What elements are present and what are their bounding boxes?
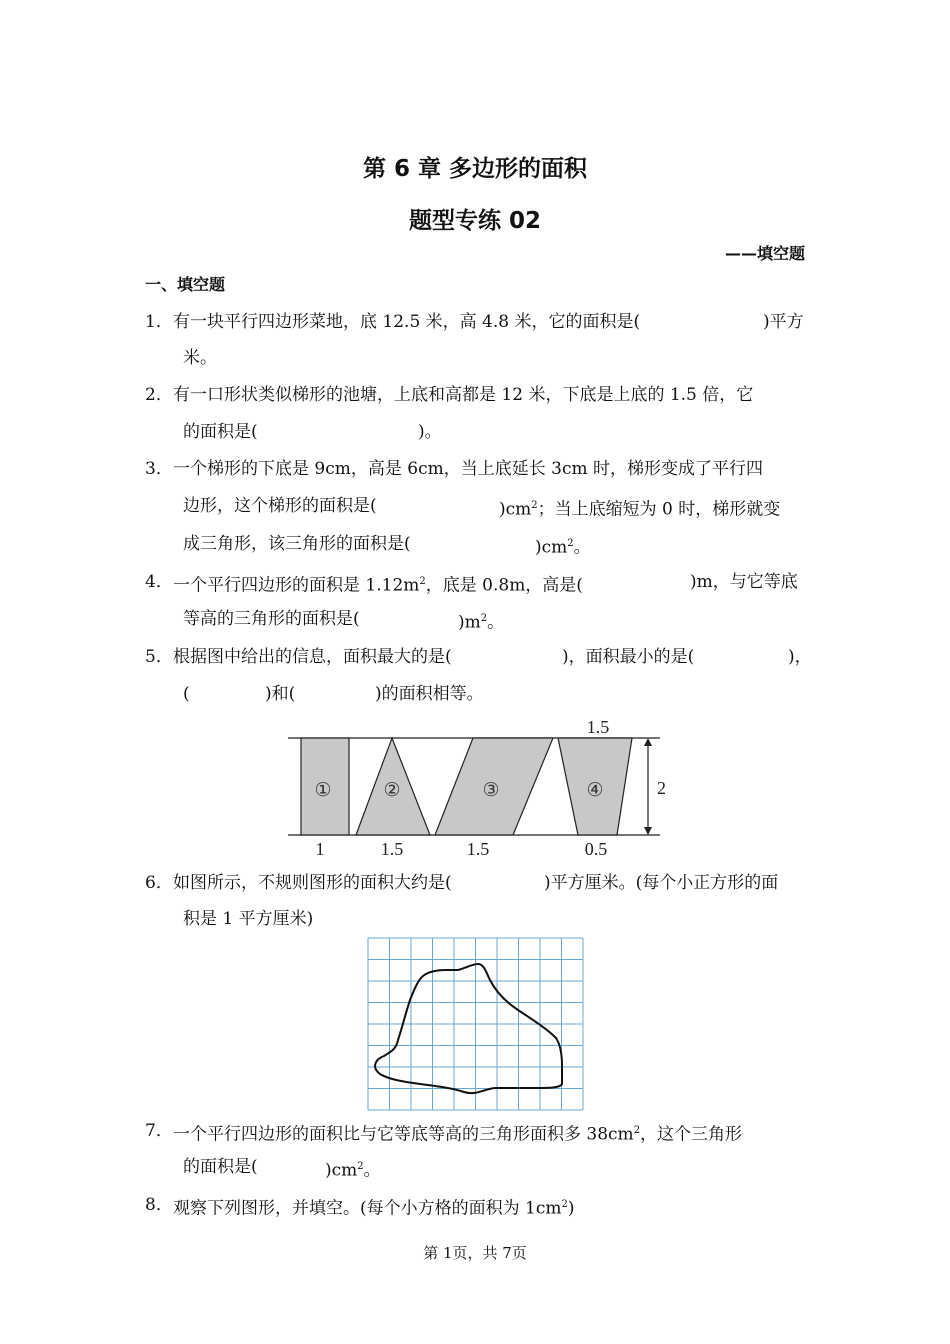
question-4-text-end: )m，与它等底 [690, 572, 798, 592]
question-6-text-line2: 积是 1 平方厘米) [183, 909, 314, 929]
question-3-unit-1: )$cm^2$；当上底缩短为 0 时，梯形就变 [499, 499, 781, 520]
question-2-text: 有一口形状类似梯形的池塘，上底和高都是 12 米，下底是上底的 1.5 倍，它 [173, 385, 754, 405]
base-label-4: 0.5 [584, 839, 608, 859]
question-5-blank-open: ( [183, 684, 190, 704]
question-3-text-line2: 边形，这个梯形的面积是( [183, 496, 377, 516]
question-4-text-line2: 等高的三角形的面积是( [183, 609, 360, 629]
question-7-text-line2: 的面积是( [183, 1157, 258, 1177]
chapter-title: 第 6 章 多边形的面积 [362, 156, 588, 182]
height-arrow-head-top [644, 738, 652, 746]
height-arrow-head-bottom [644, 827, 652, 835]
question-1-text: 有一块平行四边形菜地，底 12.5 米，高 4.8 米，它的面积是( [173, 312, 641, 332]
question-7-unit: )$cm^2$。 [325, 1160, 381, 1181]
question-7-text: 一个平行四边形的面积比与它等底等高的三角形面积多 $38cm^2$，这个三角形 [173, 1124, 743, 1145]
question-7-number: 7． [145, 1121, 173, 1141]
question-1-number: 1． [145, 312, 173, 332]
base-label-3: 1.5 [466, 839, 490, 859]
question-1-text-end: )平方 [763, 312, 804, 332]
question-2-number: 2． [145, 385, 173, 405]
question-2-text-line2: 的面积是( [183, 422, 258, 442]
section-heading: 一、填空题 [145, 275, 226, 294]
question-4-text: 一个平行四边形的面积是 $1.12m^2$，底是 0.8m，高是( [173, 575, 583, 596]
question-4-number: 4． [145, 572, 173, 592]
question-3-text-line3: 成三角形，该三角形的面积是( [183, 534, 411, 554]
shape-4-label: ④ [586, 780, 604, 801]
question-8-number: 8． [145, 1195, 173, 1215]
question-2-text-end: )。 [418, 422, 442, 442]
height-label: 2 [657, 778, 666, 798]
irregular-shape [375, 964, 562, 1093]
figure-shapes [280, 712, 680, 864]
question-3-unit-2: )$cm^2$。 [535, 537, 591, 558]
question-3-number: 3． [145, 459, 173, 479]
shape-1-label: ① [314, 780, 332, 801]
question-5-text-and: )和( [265, 684, 296, 704]
question-5-text-mid: )，面积最小的是( [562, 647, 695, 667]
question-5-text-end: )， [788, 647, 812, 667]
question-6-text: 如图所示，不规则图形的面积大约是( [173, 873, 452, 893]
top-length-label: 1.5 [586, 717, 610, 737]
question-6-number: 6． [145, 873, 173, 893]
base-label-2: 1.5 [380, 839, 404, 859]
question-4-unit: )$m^2$。 [458, 612, 505, 633]
base-label-1: 1 [315, 839, 325, 859]
question-5-text: 根据图中给出的信息，面积最大的是( [173, 647, 452, 667]
page-number-footer: 第 1页，共 7页 [423, 1244, 527, 1262]
shape-2-label: ② [383, 780, 401, 801]
question-3-text: 一个梯形的下底是 9cm，高是 6cm，当上底延长 3cm 时，梯形变成了平行四 [173, 459, 763, 479]
question-8-text: 观察下列图形，并填空。(每个小方格的面积为 $1cm^2$) [173, 1198, 575, 1219]
question-type-label: ——填空题 [724, 244, 805, 263]
shape-3-label: ③ [482, 780, 500, 801]
figure-grid [366, 936, 586, 1112]
question-6-text-end: )平方厘米。(每个小正方形的面 [544, 873, 779, 893]
question-5-text-equal: )的面积相等。 [375, 684, 484, 704]
worksheet-title: 题型专练 02 [408, 208, 541, 234]
question-5-number: 5． [145, 647, 173, 667]
question-1-text-line2: 米。 [183, 348, 217, 368]
